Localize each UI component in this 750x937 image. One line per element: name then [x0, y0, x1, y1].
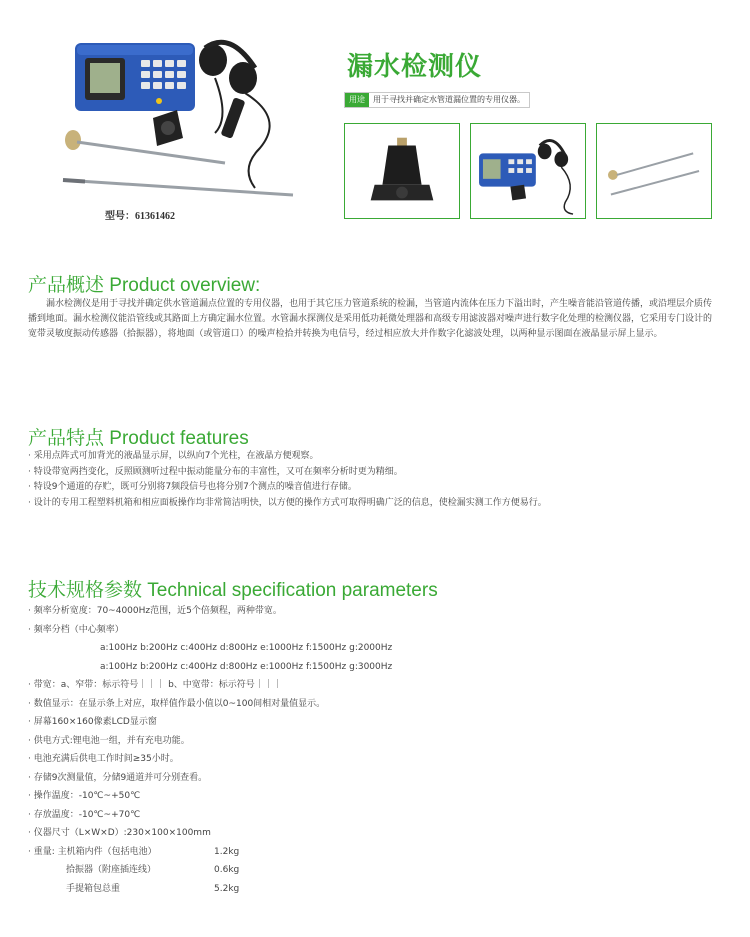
- spec-power: · 供电方式:锂电池一组，并有充电功能。: [28, 735, 190, 746]
- spec-op-temp: · 操作温度：-10℃~+50℃: [28, 791, 141, 801]
- weight-pickup-value: 0.6kg: [214, 865, 240, 875]
- spec-freq-range: · 频率分析宽度：70~4000Hz范围，近5个倍频程，两种带宽。: [28, 606, 282, 616]
- weight-case-label: 手提箱包总重: [66, 883, 121, 894]
- spec-display-value: · 数值显示：在显示条上对应，取样值作最小值以0~100间相对量值显示。: [28, 698, 326, 709]
- feature-item: · 采用点阵式可加背光的液晶显示屏，以纵向7个光柱，在液晶方便观察。: [28, 451, 319, 461]
- weight-main-value: 1.2kg: [214, 846, 240, 857]
- feature-item: · 特设带宽两挡变化，反照顾测听过程中振动能量分布的丰富性，又可在频率分析时更为精细。: [28, 466, 403, 477]
- overview-text: 漏水检测仪是用于寻找并确定供水管道漏点位置的专用仪器，也用于其它压力管道系统的检漏，当管道内流体在压力下溢出时，产生噪音能沿管道传播，或沿埋层介质传播到地面。漏水检测仪能沿管线或其路面上方确定漏水位置。水管漏水探测仪是采用低功耗微处理器和高级专用滤波器对噪声进行数字化处理的检测仪器，它采用专门设计的宽带灵敏度振动传感器（拾振器），将地面（或管道口）的噪声检拾并转换为电信号，经过相应放大并作数字化滤波处理，以两种显示图面在液晶显示屏上显示。: [28, 299, 713, 339]
- thumbnail-sensor[interactable]: [344, 123, 460, 219]
- spec-bands-row-1: a:100Hz b:200Hz c:400Hz d:800Hz e:1000Hz f:1500Hz g:2000Hz: [100, 643, 393, 653]
- usage-text: 用于寻找并确定水管道漏位置的专用仪器。: [373, 95, 525, 104]
- weight-pickup-label: 拾振器（附座插连线）: [66, 865, 157, 875]
- sensor-thumbnail-graphic: [345, 124, 459, 218]
- model-number: 型号：61361462: [105, 211, 175, 222]
- features-list: [28, 449, 718, 511]
- usage-tag: 用途: [345, 93, 369, 107]
- product-title: 漏水检测仪: [347, 52, 483, 82]
- weight-case-value: 5.2kg: [214, 883, 240, 894]
- spec-weight-case: [28, 880, 718, 899]
- spec-store-temp: · 存放温度：-10℃~+70℃: [28, 809, 141, 820]
- spec-bandwidth: · 带宽：a、窄带：标示符号｜｜｜ b、中宽带：标示符号｜｜｜: [28, 680, 282, 690]
- spec-size: · 仪器尺寸（L×W×D）:230×100×100mm: [28, 828, 211, 838]
- feature-item: · 设计的专用工程塑料机箱和相应面板操作均非常简洁明快，以方便的操作方式可取得明确广泛的信息，使检漏实测工作方便易行。: [28, 497, 547, 508]
- weight-main-label: · 重量: 主机箱内件（包括电池）: [28, 846, 157, 857]
- probe-rod-graphic: [63, 130, 293, 195]
- spec-screen: · 屏幕160×160像素LCD显示窗: [28, 717, 157, 727]
- spec-bands-row-2: a:100Hz b:200Hz c:400Hz d:800Hz e:1000Hz f:1500Hz g:3000Hz: [100, 661, 393, 672]
- spec-freq-bands-label: · 频率分档（中心频率）: [28, 624, 124, 635]
- spec-weight-main: [28, 843, 718, 862]
- usage-row: [344, 92, 530, 108]
- thumbnail-kit[interactable]: [470, 123, 586, 219]
- probe-thumbnail-graphic: [597, 124, 711, 218]
- overview-heading: 产品概述 Product overview:: [28, 275, 261, 296]
- product-hero-image: [55, 38, 305, 208]
- specs-list: [28, 602, 718, 898]
- specs-heading: 技术规格参数 Technical specification parameters: [28, 580, 438, 601]
- detector-main-unit: [75, 43, 195, 111]
- kit-thumbnail-graphic: [471, 124, 585, 218]
- spec-storage: · 存储9次测量值，分储9通道并可分别查看。: [28, 772, 208, 783]
- feature-item: · 特设9个通道的存贮，既可分别将7频段信号也将分别7个测点的噪音值进行存储。: [28, 482, 357, 492]
- spec-work-time: · 电池充满后供电工作时间≥35小时。: [28, 754, 179, 764]
- spec-weight-pickup: [28, 861, 718, 880]
- thumbnail-probe[interactable]: [596, 123, 712, 219]
- features-heading: 产品特点 Product features: [28, 428, 249, 449]
